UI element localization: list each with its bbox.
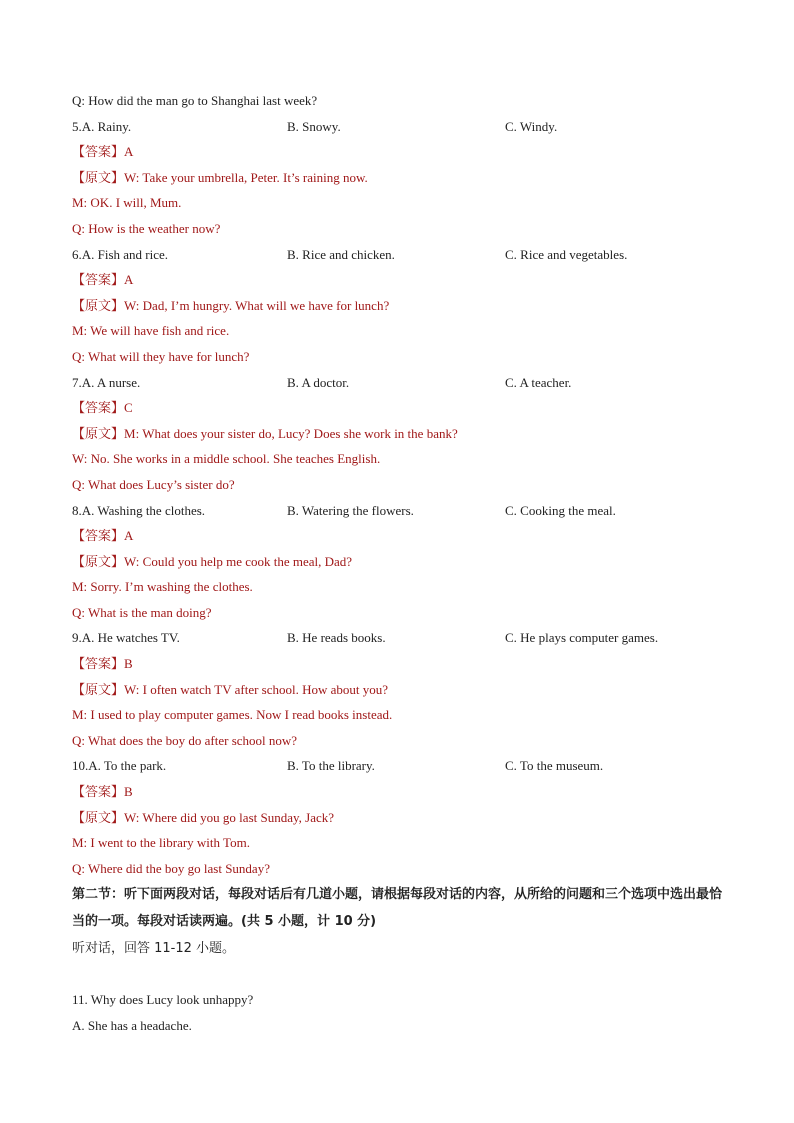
option-c: C. To the museum. bbox=[505, 758, 604, 774]
original-label: 【原文】 bbox=[72, 297, 125, 313]
option-b: B. Rice and chicken. bbox=[287, 246, 395, 262]
original-label: 【原文】 bbox=[72, 809, 125, 825]
question-number: 7. bbox=[72, 374, 82, 390]
options-row bbox=[72, 370, 722, 396]
original-label: 【原文】 bbox=[72, 425, 125, 441]
option-b: B. Watering the flowers. bbox=[287, 502, 414, 518]
original-text-1: W: Take your umbrella, Peter. It’s raining now. bbox=[124, 169, 368, 185]
question-text: Q: What does the boy do after school now? bbox=[72, 732, 298, 748]
option-a: 6.A. Fish and rice. bbox=[72, 246, 169, 262]
original-text-1: W: Dad, I’m hungry. What will we have for lunch? bbox=[124, 297, 390, 313]
option-b: B. Snowy. bbox=[287, 118, 341, 134]
question-number: 6. bbox=[72, 246, 82, 262]
answer-value: A bbox=[124, 144, 134, 160]
original-label: 【原文】 bbox=[72, 681, 125, 697]
original-line-1 bbox=[72, 421, 722, 447]
answer-value: C bbox=[124, 400, 133, 416]
question-number: 9. bbox=[72, 630, 82, 646]
answer-label: 【答案】 bbox=[72, 528, 125, 544]
options-row bbox=[72, 242, 722, 268]
answer-line bbox=[72, 779, 722, 805]
original-line-2: W: No. She works in a middle school. She teaches English. bbox=[72, 451, 381, 467]
answer-line bbox=[72, 523, 722, 549]
option-c: C. Cooking the meal. bbox=[505, 502, 616, 518]
original-text-1: W: Could you help me cook the meal, Dad? bbox=[124, 553, 353, 569]
original-line-2: M: I used to play computer games. Now I read books instead. bbox=[72, 707, 393, 723]
option-b: B. He reads books. bbox=[287, 630, 386, 646]
options-row bbox=[72, 625, 722, 651]
original-line-1 bbox=[72, 293, 722, 319]
option-a: 5.A. Rainy. bbox=[72, 118, 132, 134]
question-text: Q: What is the man doing? bbox=[72, 604, 212, 620]
answer-label: 【答案】 bbox=[72, 144, 125, 160]
option-a: 10.A. To the park. bbox=[72, 758, 167, 774]
original-text-1: W: I often watch TV after school. How about you? bbox=[124, 681, 389, 697]
document-page bbox=[72, 88, 722, 1039]
answer-value: A bbox=[124, 528, 134, 544]
options-row bbox=[72, 498, 722, 524]
question-number: 5. bbox=[72, 118, 82, 134]
question-block bbox=[72, 753, 722, 881]
original-line-1 bbox=[72, 549, 722, 575]
spacer bbox=[72, 963, 722, 987]
answer-value: A bbox=[124, 272, 134, 288]
answer-line bbox=[72, 139, 722, 165]
original-text-1: M: What does your sister do, Lucy? Does she work in the bank? bbox=[124, 425, 458, 441]
original-line-1 bbox=[72, 165, 722, 191]
answer-value: B bbox=[124, 784, 133, 800]
question-block bbox=[72, 498, 722, 626]
answer-label: 【答案】 bbox=[72, 656, 125, 672]
question-block bbox=[72, 114, 722, 242]
q11-question: 11. Why does Lucy look unhappy? bbox=[72, 992, 254, 1008]
question-block bbox=[72, 370, 722, 498]
q11-option-a: A. She has a headache. bbox=[72, 1018, 192, 1033]
question-list bbox=[72, 114, 722, 882]
answer-line bbox=[72, 651, 722, 677]
original-text-1: W: Where did you go last Sunday, Jack? bbox=[124, 809, 335, 825]
original-line-2: M: OK. I will, Mum. bbox=[72, 195, 182, 211]
question-block bbox=[72, 242, 722, 370]
q4-question: Q: How did the man go to Shanghai last week? bbox=[72, 93, 318, 108]
answer-label: 【答案】 bbox=[72, 272, 125, 288]
original-line-2: M: I went to the library with Tom. bbox=[72, 835, 250, 851]
option-b: B. To the library. bbox=[287, 758, 375, 774]
option-c: C. A teacher. bbox=[505, 374, 572, 390]
question-number: 10. bbox=[72, 758, 89, 774]
answer-line bbox=[72, 267, 722, 293]
original-line-1 bbox=[72, 805, 722, 831]
answer-line bbox=[72, 395, 722, 421]
original-line-2: M: We will have fish and rice. bbox=[72, 323, 230, 339]
answer-label: 【答案】 bbox=[72, 400, 125, 416]
question-text: Q: What does Lucy’s sister do? bbox=[72, 476, 235, 492]
option-a: 7.A. A nurse. bbox=[72, 374, 141, 390]
original-line-2: M: Sorry. I’m washing the clothes. bbox=[72, 579, 253, 595]
question-text: Q: What will they have for lunch? bbox=[72, 348, 250, 364]
question-block bbox=[72, 625, 722, 753]
option-a: 8.A. Washing the clothes. bbox=[72, 502, 206, 518]
option-c: C. Rice and vegetables. bbox=[505, 246, 628, 262]
original-label: 【原文】 bbox=[72, 553, 125, 569]
option-a: 9.A. He watches TV. bbox=[72, 630, 180, 646]
option-b: B. A doctor. bbox=[287, 374, 350, 390]
options-row bbox=[72, 753, 722, 779]
answer-value: B bbox=[124, 656, 133, 672]
answer-label: 【答案】 bbox=[72, 784, 125, 800]
option-c: C. He plays computer games. bbox=[505, 630, 659, 646]
section2-instruction: 听对话，回答 11-12 小题。 bbox=[72, 941, 236, 957]
options-row bbox=[72, 114, 722, 140]
option-c: C. Windy. bbox=[505, 118, 558, 134]
original-label: 【原文】 bbox=[72, 169, 125, 185]
section2-heading: 第二节：听下面两段对话，每段对话后有几道小题，请根据每段对话的内容，从所给的问题和三个选项中选出最恰当的一项。每段对话读两遍。(共 5 小题，计 10 分) bbox=[72, 887, 723, 930]
original-line-1 bbox=[72, 677, 722, 703]
question-text: Q: Where did the boy go last Sunday? bbox=[72, 860, 270, 876]
question-text: Q: How is the weather now? bbox=[72, 220, 221, 236]
question-number: 8. bbox=[72, 502, 82, 518]
